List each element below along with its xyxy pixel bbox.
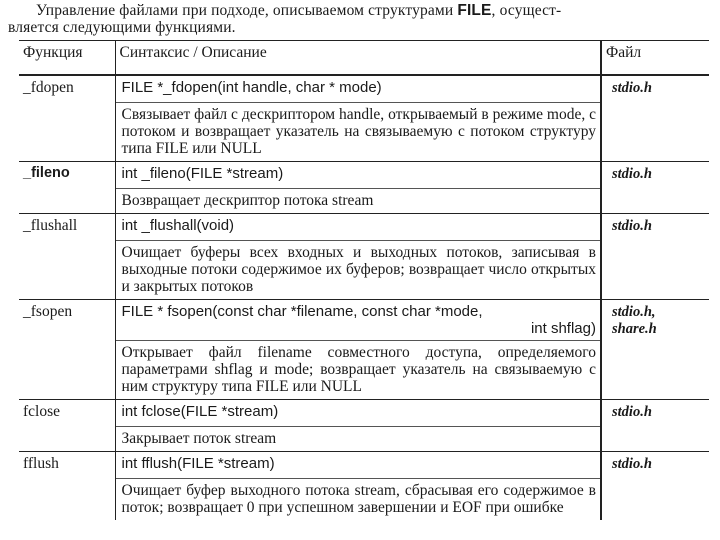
syntax-line: int _flushall(void) <box>121 217 235 234</box>
function-description: Очищает буфер выходного потока stream, сбрасывая его содержимое в поток; возвращает 0 при успешном завершении и EOF при ошибке <box>121 482 596 516</box>
function-syntax <box>116 300 601 341</box>
syntax-description-cell <box>115 452 601 521</box>
function-description: Связывает файл с дескриптором handle, открываемый в режиме mode, с потоком и возвращает указатель на связываемую с потоком структуру типа FILE или NULL <box>121 106 596 157</box>
table-row <box>19 452 709 521</box>
function-description: Возвращает дескриптор потока stream <box>121 192 374 209</box>
intro-text-3: вляется следующими функциями. <box>8 19 236 36</box>
table-row <box>19 162 709 214</box>
syntax-description-cell <box>115 400 601 452</box>
header-file-line: stdio.h <box>612 404 652 420</box>
table-row <box>19 300 709 400</box>
function-syntax <box>116 162 601 189</box>
intro-text-2: , осущест- <box>491 2 562 19</box>
header-file-line: stdio.h <box>612 218 652 234</box>
function-name-cell <box>19 300 115 400</box>
function-name-cell <box>19 452 115 521</box>
function-syntax <box>116 214 601 241</box>
header-file-line: share.h <box>612 321 657 337</box>
intro-text-1: Управление файлами при подходе, описываемом структурами <box>36 2 458 19</box>
function-description: Закрывает поток stream <box>121 430 277 447</box>
table-row <box>19 400 709 452</box>
function-name-cell <box>19 75 115 162</box>
syntax-description-cell <box>115 300 601 400</box>
function-syntax <box>116 452 601 479</box>
function-syntax <box>116 76 601 103</box>
header-file-cell <box>601 162 709 214</box>
function-name: fflush <box>23 455 59 472</box>
table-body <box>19 75 709 520</box>
syntax-description-cell <box>115 214 601 300</box>
table-row <box>19 75 709 162</box>
header-file-cell <box>601 214 709 300</box>
header-file-line: stdio.h <box>612 80 652 96</box>
syntax-line: FILE * fsopen(const char *filename, const char *mode, <box>121 303 483 320</box>
syntax-line: int shflag) <box>530 320 596 337</box>
function-name: _flushall <box>23 217 78 234</box>
header-syntax: Синтаксис / Описание <box>115 41 601 76</box>
header-file-cell <box>601 75 709 162</box>
function-name: _fdopen <box>23 79 74 96</box>
function-name: _fileno <box>23 165 70 181</box>
header-file-name <box>602 76 709 97</box>
table-row <box>19 214 709 300</box>
function-name: fclose <box>23 403 61 420</box>
header-file-name <box>602 162 709 183</box>
header-file-name <box>602 300 709 338</box>
function-description: Очищает буферы всех входных и выходных потоков, записывая в выходные потоки содержимое их буферов; возвращает число открытых и закрытых потоков <box>121 244 596 295</box>
intro-paragraph <box>8 2 708 36</box>
header-file-name <box>602 452 709 473</box>
header-file-line: stdio.h <box>612 456 652 472</box>
function-name: _fsopen <box>23 303 73 320</box>
header-file-line: stdio.h <box>612 166 652 182</box>
header-file: Файл <box>601 41 709 76</box>
function-name-cell <box>19 214 115 300</box>
function-syntax <box>116 400 601 427</box>
header-file-cell <box>601 452 709 521</box>
header-file-name <box>602 400 709 421</box>
syntax-description-cell <box>115 162 601 214</box>
function-name-cell <box>19 162 115 214</box>
header-file-cell <box>601 400 709 452</box>
function-name-cell <box>19 400 115 452</box>
functions-table <box>19 40 709 520</box>
syntax-line: FILE *_fdopen(int handle, char * mode) <box>121 79 382 96</box>
syntax-line: int _fileno(FILE *stream) <box>121 165 284 182</box>
header-file-cell <box>601 300 709 400</box>
syntax-description-cell <box>115 75 601 162</box>
function-description: Открывает файл filename совместного доступа, определяемого параметрами shflag и mode; возвращает указатель на связываемую с ним структуру типа FILE или NULL <box>121 344 596 395</box>
header-function: Функция <box>19 41 115 76</box>
header-file-name <box>602 214 709 235</box>
syntax-line: int fclose(FILE *stream) <box>121 403 279 420</box>
syntax-line: int fflush(FILE *stream) <box>121 455 275 472</box>
table-header-row <box>19 41 709 76</box>
intro-file-keyword: FILE <box>457 2 492 19</box>
header-file-line: stdio.h, <box>612 304 656 320</box>
